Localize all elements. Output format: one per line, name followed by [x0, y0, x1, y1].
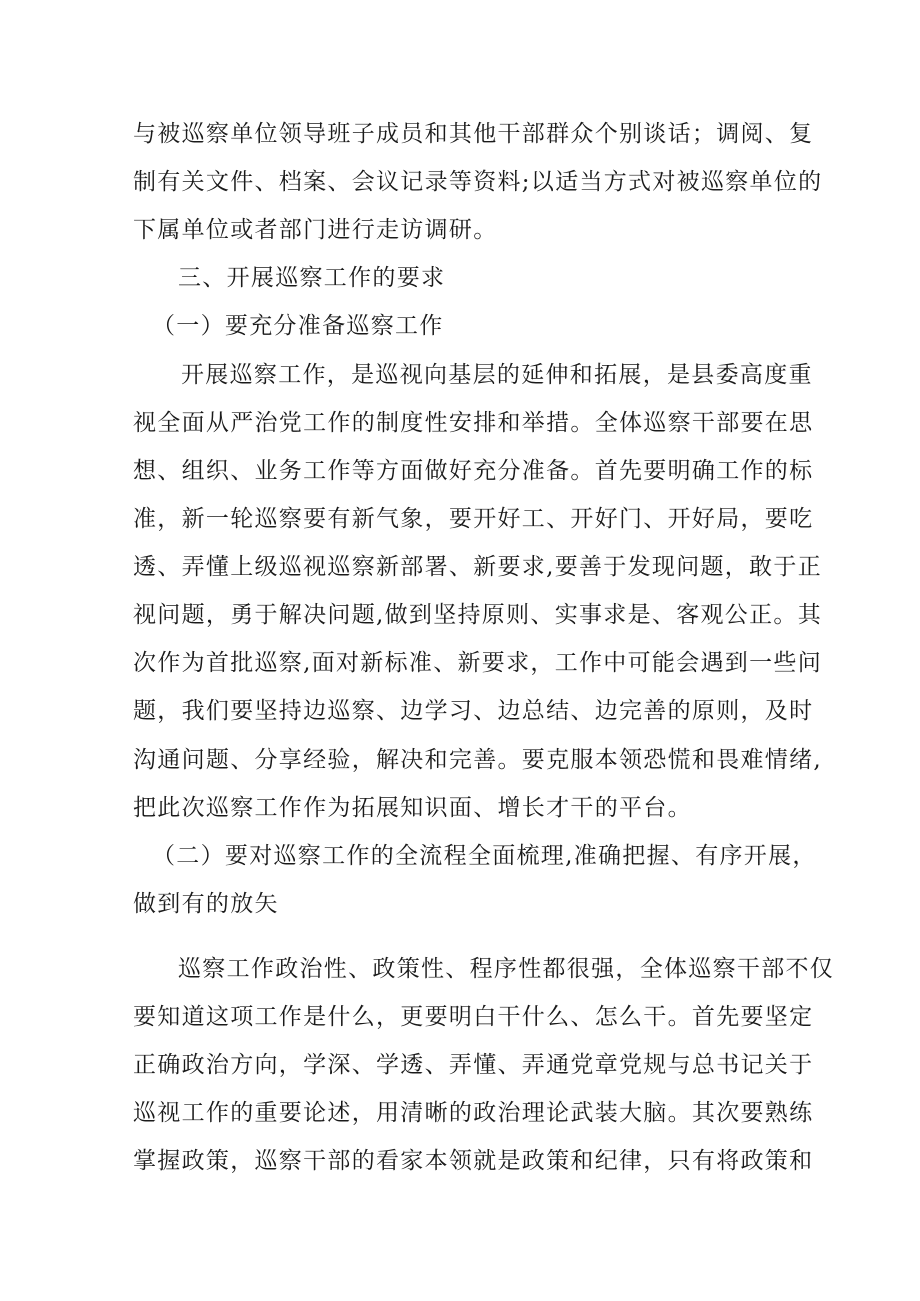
- text-line: 次作为首批巡察,面对新标准、新要求，工作中可能会遇到一些问: [133, 650, 823, 676]
- text-line: 要知道这项工作是什么，更要明白干什么、怎么干。首先要坚定: [133, 1004, 814, 1030]
- text-line: 巡视工作的重要论述，用清晰的政治理论武装大脑。其次要熟练: [133, 1100, 814, 1126]
- text-line: 掌握政策，巡察干部的看家本领就是政策和纪律，只有将政策和: [133, 1148, 814, 1174]
- text-line: 巡察工作政治性、政策性、程序性都很强，全体巡察干部不仅: [178, 956, 835, 982]
- text-line: 视全面从严治党工作的制度性安排和举措。全体巡察干部要在思: [133, 410, 814, 436]
- text-line: 透、弄懂上级巡视巡察新部署、新要求,要善于发现问题，敢于正: [133, 554, 823, 580]
- section-heading: 三、开展巡察工作的要求: [178, 265, 446, 291]
- text-line: 与被巡察单位领导班子成员和其他干部群众个别谈话；调阅、复: [133, 121, 814, 147]
- text-line: 开展巡察工作，是巡视向基层的延伸和拓展，是县委高度重: [181, 362, 813, 388]
- text-line: 想、组织、业务工作等方面做好充分准备。首先要明确工作的标: [133, 458, 814, 484]
- text-line: 视问题，勇于解决问题,做到坚持原则、实事求是、客观公正。其: [133, 602, 823, 628]
- text-line: 沟通问题、分享经验，解决和完善。要克服本领恐慌和畏难情绪,: [133, 747, 823, 773]
- text-line: 正确政治方向，学深、学透、弄懂、弄通党章党规与总书记关于: [133, 1052, 814, 1078]
- subsection-heading: （一）要充分准备巡察工作: [152, 313, 444, 339]
- subsection-heading: （二）要对巡察工作的全流程全面梳理,准确把握、有序开展，: [152, 843, 817, 869]
- text-line: 把此次巡察工作作为拓展知识面、增长才干的平台。: [133, 795, 692, 821]
- text-line: 题，我们要坚持边巡察、边学习、边总结、边完善的原则，及时: [133, 698, 814, 724]
- text-line: 准，新一轮巡察要有新气象，要开好工、开好门、开好局，要吃: [133, 506, 814, 532]
- text-line: 下属单位或者部门进行走访调研。: [133, 217, 498, 243]
- subsection-heading: 做到有的放矢: [133, 891, 279, 917]
- text-line: 制有关文件、档案、会议记录等资料;以适当方式对被巡察单位的: [133, 169, 823, 195]
